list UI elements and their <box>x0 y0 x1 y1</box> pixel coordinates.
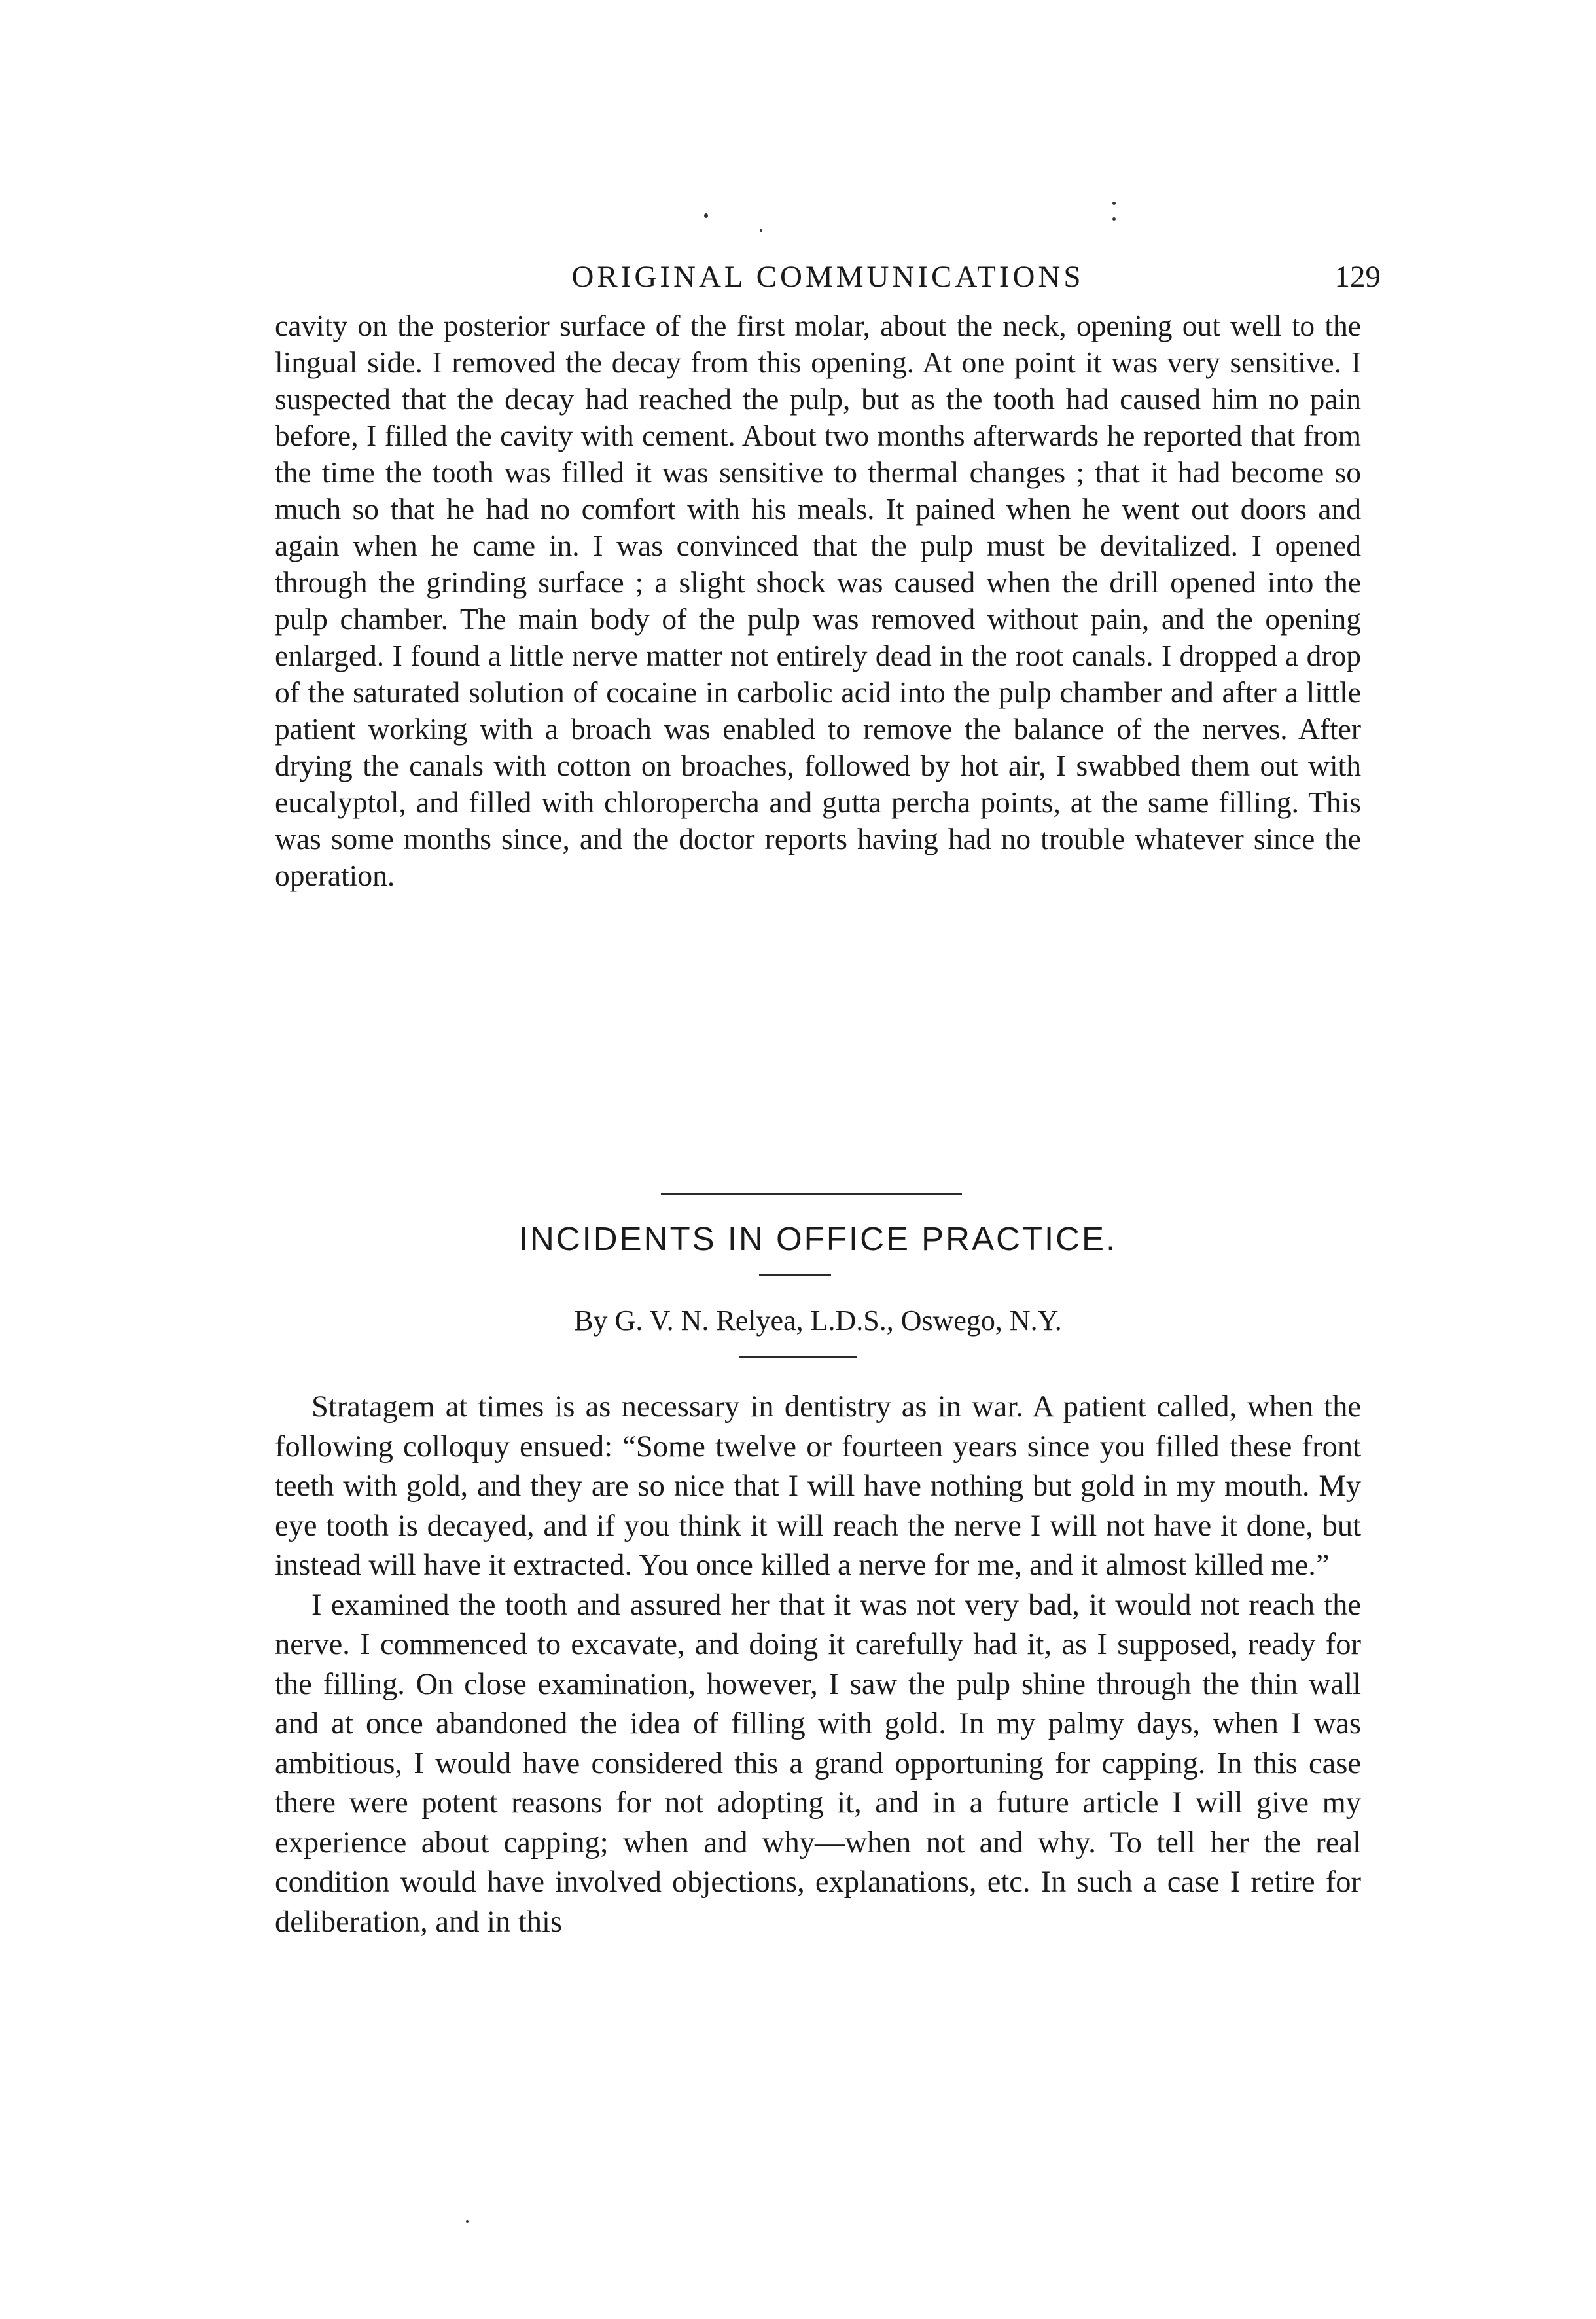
ink-speck <box>1112 217 1116 221</box>
running-header <box>275 254 1381 300</box>
ink-speck <box>760 229 762 232</box>
running-title: ORIGINAL COMMUNICATIONS <box>571 260 1084 294</box>
continued-paragraph-block <box>275 308 1361 894</box>
article-byline: By G. V. N. Relyea, L.D.S., Oswego, N.Y. <box>574 1304 1062 1337</box>
article-title: INCIDENTS IN OFFICE PRACTICE. <box>518 1220 1118 1257</box>
page-number: 129 <box>1334 260 1381 294</box>
ink-speck <box>1112 202 1116 205</box>
body-paragraph: cavity on the posterior surface of the first molar, about the neck, opening out well to the lingual side. I removed the decay from this opening. At one point it was very sensitive. I suspected that the decay had reached the pulp, but as the tooth had caused him no pain before, I filled the cavity with cement. About two months afterwards he reported that from the time the tooth was filled it was sensitive to thermal changes ; that it had become so much so that he had no comfort with his meals. It pained when he went out doors and again when he came in. I was convinced that the pulp must be devitalized. I opened through the grinding surface ; a slight shock was caused when the drill opened into the pulp chamber. The main body of the pulp was removed without pain, and the opening enlarged. I found a little nerve matter not entirely dead in the root canals. I dropped a drop of the saturated solution of cocaine in carbolic acid into the pulp chamber and after a little patient working with a broach was enabled to remove the balance of the nerves. After drying the canals with cotton on broaches, followed by hot air, I swabbed them out with eucalyptol, and filled with chloropercha and gutta percha points, at the same filling. This was some months since, and the doctor reports having had no trouble whatever since the operation. <box>275 309 1361 892</box>
body-paragraph: I examined the tooth and assured her that it was not very bad, it would not reach the nerve. I commenced to excavate, and doing it carefully had it, as I supposed, ready for the filling. On close examination, however, I saw the pulp shine through the thin wall and at once abandoned the idea of filling with gold. In my palmy days, when I was ambitious, I would have considered this a grand opportuning for capping. In this case there were potent reasons for not adopting it, and in a future article I will give my experience about capping; when and why—when not and why. To tell her the real condition would have involved objections, explanations, etc. In such a case I retire for deliberation, and in this <box>275 1588 1361 1939</box>
title-underline <box>759 1274 831 1276</box>
ink-speck <box>704 213 708 218</box>
ink-speck <box>466 2220 469 2223</box>
byline-divider <box>739 1356 857 1358</box>
article-body <box>275 1388 1361 1942</box>
section-divider <box>661 1193 962 1195</box>
body-paragraph: Stratagem at times is as necessary in dentistry as in war. A patient called, when the following colloquy ensued: “Some twelve or fourteen years since you filled these front teeth with gold, and they are so nice that I will have nothing but gold in my mouth. My eye tooth is decayed, and if you think it will reach the nerve I will not have it done, but instead will have it extracted. You once killed a nerve for me, and it almost killed me.” <box>275 1390 1361 1582</box>
